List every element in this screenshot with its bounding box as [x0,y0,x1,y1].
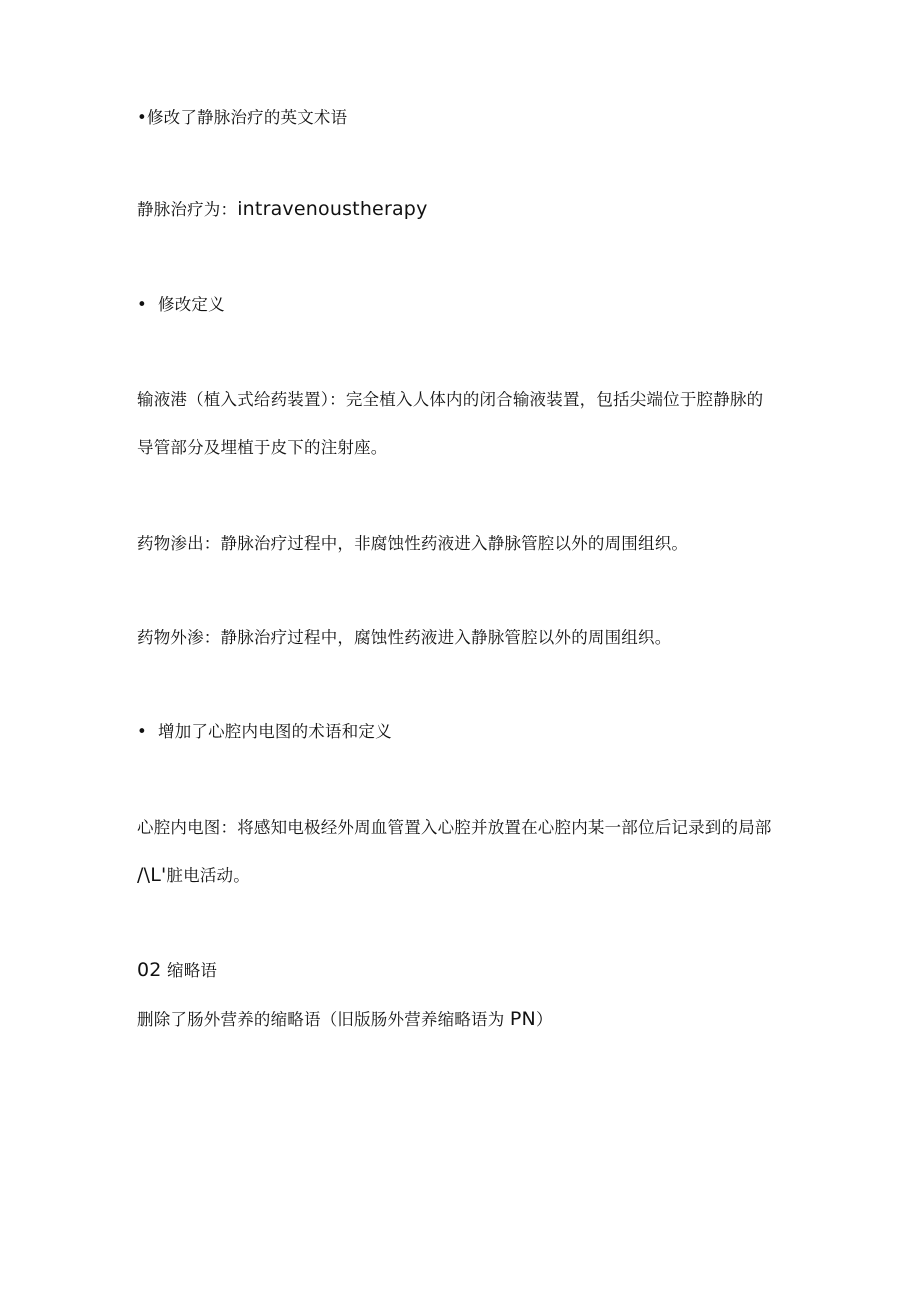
abbreviation: PN [509,1008,536,1030]
section-title: 缩略语 [167,961,218,980]
section-heading-abbreviations [137,958,217,983]
bullet-item-english-term [137,106,347,130]
paragraph-text: 药物渗出：静脉治疗过程中，非腐蚀性药液进入静脉管腔以外的周围组织。 [137,534,689,553]
paragraph-iecg-definition-line2 [137,863,250,888]
paragraph-text: 导管部分及埋植于皮下的注射座。 [137,438,388,457]
bullet-item-iecg-term [137,720,392,744]
section-number: 02 [137,959,162,981]
bullet-text: 增加了心腔内电图的术语和定义 [158,722,392,741]
paragraph-iv-therapy-term [137,197,428,222]
paragraph-text: 心腔内电图：将感知电极经外周血管置入心腔并放置在心腔内某一部位后记录到的局部 [137,818,772,837]
paragraph-iecg-definition-line1 [137,816,772,840]
closing-paren: ） [535,1010,553,1029]
paragraph-port-definition-line1 [137,388,763,412]
bullet-marker: • [137,722,147,741]
bullet-text: 修改定义 [158,295,225,314]
paragraph-infiltration-definition [137,532,688,556]
bullet-marker: • [137,295,147,314]
english-term: intravenoustherapy [237,198,428,220]
paragraph-extravasation-definition [137,626,671,650]
paragraph-text: 删除了肠外营养的缩略语（旧版肠外营养缩略语为 [137,1010,505,1029]
paragraph-port-definition-line2 [137,436,388,460]
bullet-text: 修改了静脉治疗的英文术语 [146,108,348,127]
bullet-marker: • [137,108,147,127]
paragraph-pn-removed [137,1007,553,1032]
paragraph-text: 药物外渗：静脉治疗过程中，腐蚀性药液进入静脉管腔以外的周围组织。 [137,628,672,647]
ocr-glyph: /\L' [137,864,167,886]
term-prefix: 静脉治疗为： [137,200,238,219]
bullet-item-definition-change [137,293,225,317]
paragraph-text: 脏电活动。 [166,866,250,885]
paragraph-text: 输液港（植入式给药装置）：完全植入人体内的闭合输液装置，包括尖端位于腔静脉的 [137,390,764,409]
